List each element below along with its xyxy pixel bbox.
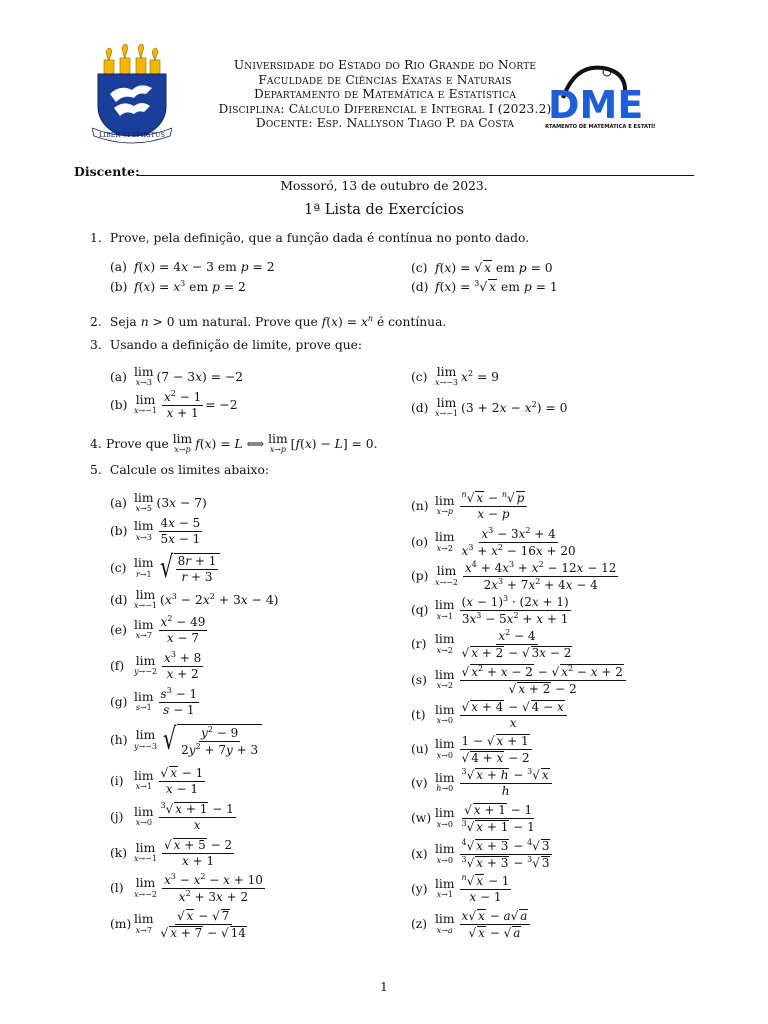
question-5: 5. Calcule os limites abaixo: xyxy=(90,463,269,477)
item-5q: (q) lim x→1 $\frac{(x - 1)^3 \cdot (2x + 1)}{3x^3 - 5x^2 + x + 1}$ xyxy=(411,594,569,626)
item-5f: (f) lim y→−2 $\frac{x^3 + 8}{x + 2}$ xyxy=(110,650,202,681)
institution-line-course: Disciplina: Cálculo Diferencial e Integral I (2023.2) xyxy=(218,101,552,116)
item-5g: (g) lim s→1 $\frac{s^3 - 1}{s - 1}$ xyxy=(110,686,198,717)
item-3b: (b) lim x→−1 $\frac{x^2 - 1}{x + 1}$ = −2 xyxy=(110,389,238,420)
question-1 xyxy=(90,231,529,245)
item-5y: (y) lim x→1 $\frac{^n√ x - 1}{x - 1}$ xyxy=(411,873,510,904)
item-5c: (c) lim r→1 √ $\frac{8r + 1}{r + 3}$ xyxy=(110,553,220,583)
question-number: 1. xyxy=(90,231,102,245)
page-number: 1 xyxy=(380,980,388,994)
item-5w: (w) lim x→0 $\frac{√ x + 1 - 1}{^3√ x + 1 - 1}$ xyxy=(411,803,535,834)
student-name-line xyxy=(137,175,694,176)
institution-line-teacher: Docente: Esp. Nallyson Tiago P. da Costa xyxy=(255,116,515,131)
item-5k: (k) lim x→−1 $\frac{√ x + 5 - 2}{x + 1}$ xyxy=(110,838,233,868)
item-5n: (n) lim x→p $\frac{^n√ x - ^n√ p}{x - p}$ xyxy=(411,491,529,520)
item-5h: (h) lim y→−3 √ $\frac{y^2 - 9}{2y^2 + 7y + 3}$ xyxy=(110,724,262,756)
item-3c: (c) lim x→−3 $x^2 = 9$ xyxy=(411,365,499,388)
item-5m: (m) lim x→7 $\frac{√ x - √ 7}{√ x + 7 - √ 14}$ xyxy=(110,909,246,940)
item-5d: (d) lim x→−1 $(x^3 - 2x^2 + 3x - 4)$ xyxy=(110,588,279,611)
university-crest-logo xyxy=(92,44,172,146)
question-3: 3. Usando a definição de limite, prove que: xyxy=(90,338,363,352)
institution-line-faculty: Faculdade de Ciências Exatas e Naturais xyxy=(258,72,512,87)
item-5b: (b) lim x→3 $\frac{4x - 5}{5x - 1}$ xyxy=(110,516,201,546)
institution-line-department: Departamento de Matemática e Estatística xyxy=(253,87,517,102)
student-label: Discente: xyxy=(74,164,140,179)
department-logo xyxy=(545,64,655,136)
header xyxy=(0,0,768,150)
item-5v: (v) lim h→0 $\frac{^3√ x + h - ^3√ x}{h}$ xyxy=(411,768,554,797)
item-3a: (a) lim x→3 (7 − 3x) = −2 xyxy=(110,365,244,388)
item-5i: (i) lim x→1 $\frac{√ x - 1}{x - 1}$ xyxy=(110,766,204,796)
question-text: Prove, pela definição, que a função dada é contínua no ponto dado. xyxy=(109,231,530,245)
question-4: 4. Prove que lim x→p f(x) = L ⟺ lim x→p [f(x) − L] = 0. xyxy=(90,432,378,455)
item-5x: (x) lim x→0 $\frac{^4√ x + 3 - ^4√ 3}{^3√ x + 3 - ^3√ 3}$ xyxy=(411,839,554,869)
item-5o: (o) lim x→2 $\frac{x^3 - 3x^2 + 4}{x^3 + x^2 - 16x + 20}$ xyxy=(411,526,576,558)
item-1b: (b) $f(x) = x^3$ em p = 2 xyxy=(110,279,246,295)
item-3d: (d) lim x→−1 $(3 + 2x - x^2) = 0$ xyxy=(411,396,568,419)
item-5t: (t) lim x→0 $\frac{√ x + 4 - √ 4 - x}{x}$ xyxy=(411,700,569,729)
item-5e: (e) lim x→7 $\frac{x^2 - 49}{x - 7}$ xyxy=(110,614,206,645)
item-1a: (a) f(x) = 4x − 3 em p = 2 xyxy=(110,260,275,274)
svg-text:LIBER VI SPIRITUS: LIBER VI SPIRITUS xyxy=(99,131,165,139)
item-5p: (p) lim x→−2 $\frac{x^4 + 4x^3 + x^2 - 12x - 12}{2x^3 + 7x^2 + 4x - 4}$ xyxy=(411,560,617,592)
institution-line-university: Universidade do Estado do Rio Grande do Norte xyxy=(233,58,537,72)
date-line: Mossoró, 13 de outubro de 2023. xyxy=(280,179,488,193)
item-5a: (a) lim x→5 (3x − 7) xyxy=(110,491,207,514)
question-2: 2. Seja n > 0 um natural. Prove que $f(x) = x^n$ é contínua. xyxy=(90,314,447,330)
svg-text:DME: DME xyxy=(548,83,644,127)
page-title: 1ª Lista de Exercícios xyxy=(304,202,464,218)
institution-block xyxy=(170,58,600,131)
item-1c: (c) f(x) = √ x em p = 0 xyxy=(411,260,553,275)
item-1d: (d) f(x) = $^3$√ x em p = 1 xyxy=(411,279,558,295)
item-5j: (j) lim x→0 $\frac{^3√ x + 1 - 1}{x}$ xyxy=(110,801,234,832)
item-5u: (u) lim x→0 $\frac{1 - √ x + 1}{√ 4 + x - 2}$ xyxy=(411,734,530,765)
item-5r: (r) lim x→2 $\frac{x^2 - 4}{√ x + 2 - √ 3x - 2}$ xyxy=(411,628,572,660)
svg-text:DEPARTAMENTO DE MATEMÁTICA E E: RTAMENTO DE MATEMÁTICA E ESTATÍ xyxy=(545,124,654,130)
item-5s: (s) lim x→2 $\frac{√ x^2 + x - 2 - √ x^2 - x + 2}{√ x + 2 - 2}$ xyxy=(411,664,628,695)
item-5z: (z) lim x→a $\frac{x√ x - a√ a}{√ x - √ a}$ xyxy=(411,909,532,939)
item-5l: (l) lim x→−2 $\frac{x^3 - x^2 - x + 10}{x^2 + 3x + 2}$ xyxy=(110,872,263,904)
